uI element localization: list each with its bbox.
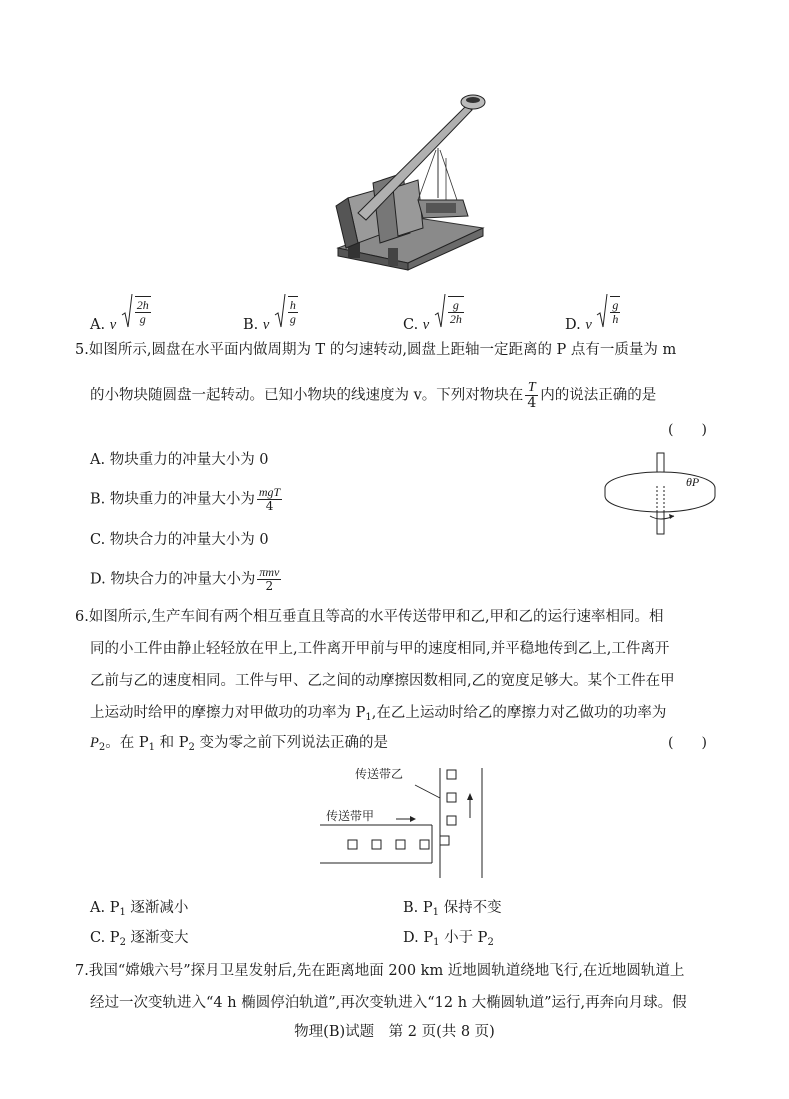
option-label: A. <box>90 317 106 333</box>
opt-post: 逐渐变大 <box>125 930 189 946</box>
subscript: 1 <box>365 712 372 723</box>
sqrt-expression <box>596 293 622 329</box>
p-symbol: P <box>90 735 99 751</box>
line4-pre: 上运动时给甲的摩擦力对甲做功的功率为 P <box>90 705 366 721</box>
q4-option-d <box>565 293 622 335</box>
q5-option-b <box>90 486 284 513</box>
q4-option-a <box>90 293 153 335</box>
frac-den: 4 <box>265 499 274 513</box>
frac-den: h <box>612 312 619 326</box>
var-v: v <box>422 317 430 333</box>
q5-fraction <box>525 380 538 411</box>
frac-den: g <box>139 312 146 326</box>
sqrt-expression <box>434 293 466 329</box>
q4-option-b <box>243 293 300 335</box>
opt-pre: A. P <box>90 900 120 916</box>
q5-line2-post: 内的说法正确的是 <box>540 387 657 404</box>
q6-option-a <box>90 898 188 920</box>
frac-num: T <box>525 380 538 396</box>
q5-option-a: A. 物块重力的冲量大小为 0 <box>90 452 269 468</box>
frac-den: 2h <box>449 312 462 326</box>
q5-answer-paren: ( ) <box>668 422 707 438</box>
opt-d-pre: D. 物块合力的冲量大小为 <box>90 571 256 588</box>
frac-num: g <box>448 299 464 313</box>
catapult-figure <box>318 88 498 283</box>
page-footer: 物理(B)试题 第 2 页(共 8 页) <box>294 1024 495 1040</box>
subscript: 2 <box>188 742 195 753</box>
opt-b-pre: B. 物块重力的冲量大小为 <box>90 491 255 508</box>
q6-answer-paren: ( ) <box>668 735 707 751</box>
var-v: v <box>109 317 117 333</box>
opt-d-fraction <box>257 566 281 593</box>
frac-den: g <box>289 312 296 326</box>
subscript: 1 <box>432 907 440 918</box>
q6-line4 <box>90 703 666 725</box>
opt-pre: C. P <box>90 930 120 946</box>
frac-den: 4 <box>527 395 537 411</box>
var-v: v <box>262 317 270 333</box>
frac-den: 2 <box>265 579 274 593</box>
belt-yi-label: 传送带乙 <box>355 767 404 781</box>
sqrt-expression <box>121 293 153 329</box>
option-label: C. <box>403 317 419 333</box>
line4-post: ,在乙上运动时给乙的摩擦力对乙做功的功率为 <box>371 705 667 721</box>
sqrt-expression <box>274 293 300 329</box>
q5-line1: 5.如图所示,圆盘在水平面内做周期为 T 的匀速转动,圆盘上距轴一定距离的 P 点有一质量为 m <box>75 342 677 358</box>
q6-line3: 乙前与乙的速度相同。工件与甲、乙之间的动摩擦因数相同,乙的宽度足够大。某个工件在甲 <box>90 673 675 689</box>
q5-option-d <box>90 566 283 593</box>
subscript: 1 <box>148 742 155 753</box>
q6-option-b <box>403 898 502 920</box>
frac-num: h <box>289 298 296 312</box>
opt-post: 保持不变 <box>439 900 502 916</box>
q7-line2: 经过一次变轨进入“4 h 椭圆停泊轨道”,再次变轨进入“12 h 大椭圆轨道”运行,再奔向月球。假 <box>90 995 687 1011</box>
var-v: v <box>585 317 592 333</box>
q5-line2-pre: 的小物块随圆盘一起转动。已知小物块的线速度为 v。下列对物块在 <box>90 387 524 404</box>
text-seg: 变为零之前下列说法正确的是 <box>194 735 388 751</box>
q6-line1: 6.如图所示,生产车间有两个相互垂直且等高的水平传送带甲和乙,甲和乙的运行速率相同。相 <box>75 609 664 625</box>
frac-num: g <box>612 298 619 312</box>
option-label: B. <box>243 317 259 333</box>
q5-line2 <box>90 380 656 411</box>
opt-b-fraction <box>257 486 282 513</box>
subscript: 2 <box>119 937 126 948</box>
frac-num: πmv <box>259 565 280 579</box>
q6-option-d <box>403 928 494 950</box>
frac-num: 2h <box>136 298 149 312</box>
subscript: 1 <box>433 937 440 948</box>
text-seg: 。在 P <box>105 735 149 751</box>
opt-pre: B. P <box>403 900 433 916</box>
subscript: 2 <box>98 742 106 753</box>
belt-jia-label: 传送带甲 <box>326 809 375 823</box>
q6-option-c <box>90 928 189 950</box>
subscript: 2 <box>487 937 494 948</box>
q6-line2: 同的小工件由静止轻轻放在甲上,工件离开甲前与甲的速度相同,并平稳地传到乙上,工件离开 <box>90 641 670 657</box>
option-label: D. <box>565 317 581 333</box>
point-p-label: θP <box>686 475 700 489</box>
conveyor-figure <box>320 763 520 883</box>
frac-num: mgT <box>258 485 281 499</box>
text-seg: 和 P <box>154 735 189 751</box>
q4-option-c <box>403 293 466 335</box>
opt-pre: D. P <box>403 930 434 946</box>
opt-mid: 小于 P <box>439 930 488 946</box>
q5-option-c: C. 物块合力的冲量大小为 0 <box>90 532 269 548</box>
q6-line5 <box>90 733 388 755</box>
q7-line1: 7.我国“嫦娥六号”探月卫星发射后,先在距离地面 200 km 近地圆轨道绕地飞行,在近地圆轨道上 <box>75 963 685 979</box>
opt-post: 逐渐减小 <box>125 900 189 916</box>
rotating-disk-figure <box>600 448 720 538</box>
subscript: 1 <box>119 907 126 918</box>
